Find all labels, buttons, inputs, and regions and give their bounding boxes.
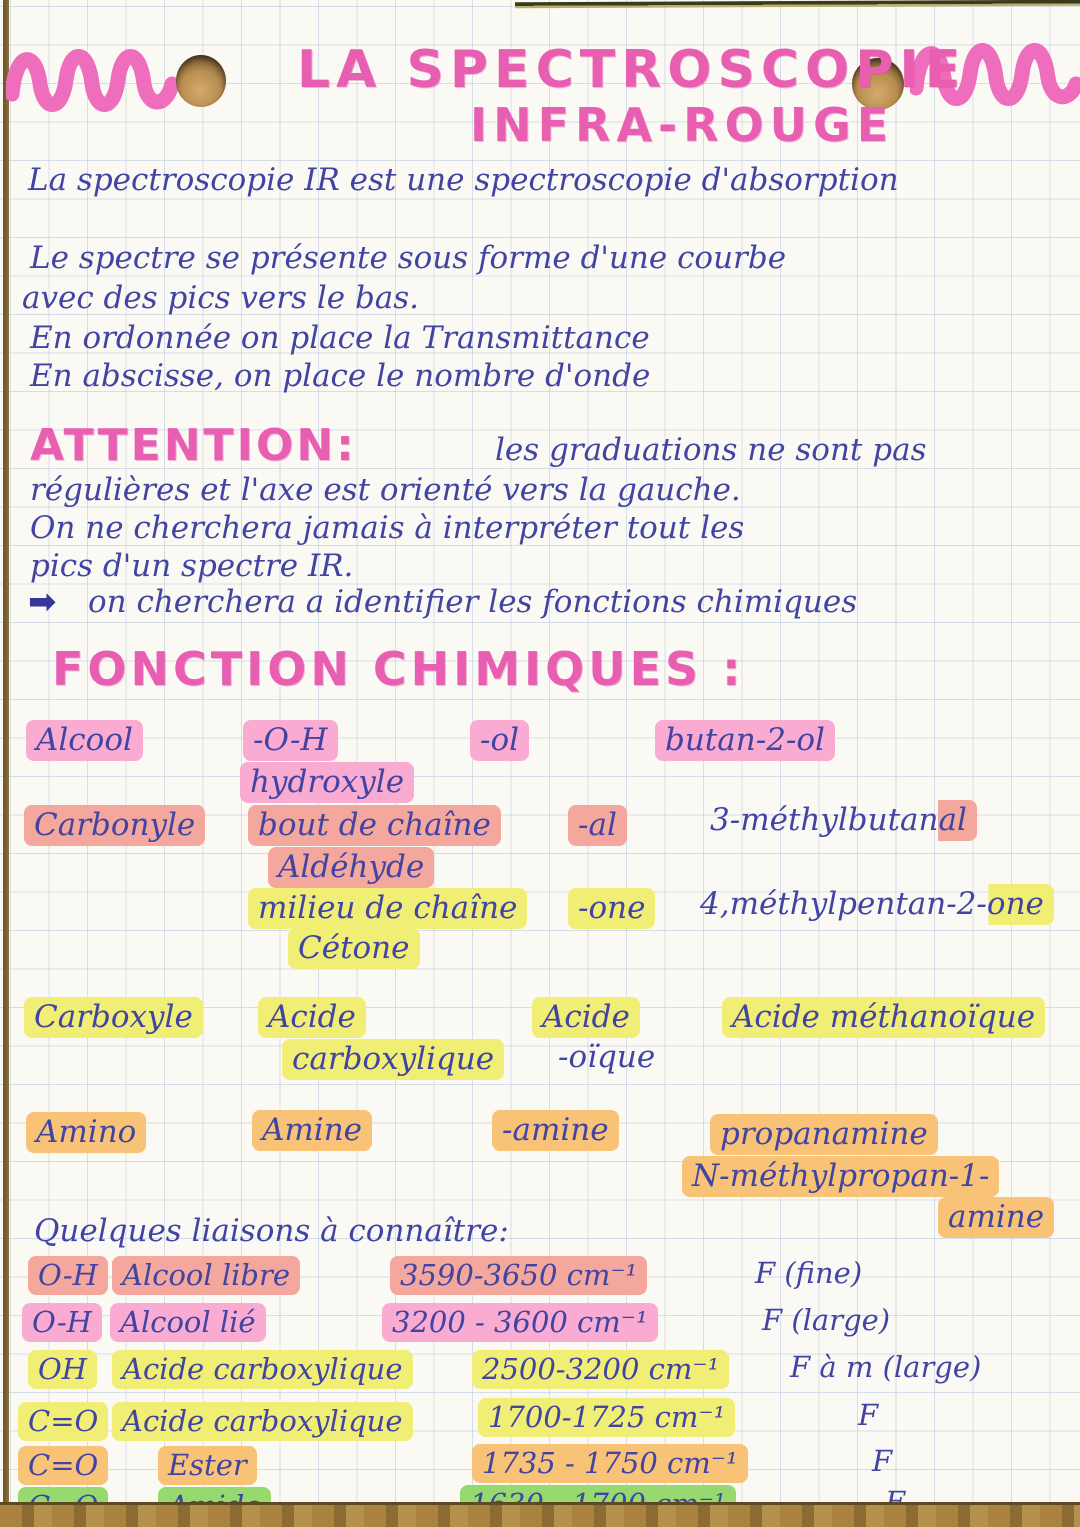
attention-line-3: On ne cherchera jamais à interpréter tout les — [30, 510, 745, 546]
bond-name: Acide carboxylique — [112, 1402, 413, 1441]
bond-formula: O-H — [22, 1303, 102, 1342]
intro-line-1: La spectroscopie IR est une spectroscopie d'absorption — [28, 162, 899, 198]
bonds-heading: Quelques liaisons à connaître: — [34, 1213, 509, 1249]
bond-name: Alcool lié — [110, 1303, 266, 1342]
function-amino-example-3: amine — [938, 1197, 1054, 1238]
function-carbonyle-aldehyde-type: Aldéhyde — [268, 847, 434, 888]
attention-label: ATTENTION: — [30, 420, 357, 471]
function-alcool-name: Alcool — [26, 720, 143, 761]
function-carboxyle-example: Acide méthanoïque — [722, 997, 1045, 1038]
bond-range: 2500-3200 cm⁻¹ — [472, 1350, 729, 1389]
bond-formula: C=O — [18, 1402, 108, 1441]
function-amino-example-1: propanamine — [710, 1114, 938, 1155]
bond-name: Alcool libre — [112, 1256, 300, 1295]
attention-line-1: les graduations ne sont pas — [495, 432, 927, 468]
bond-intensity: F (large) — [762, 1303, 891, 1337]
bond-range: 1700-1725 cm⁻¹ — [478, 1398, 735, 1437]
attention-line-4: pics d'un spectre IR. — [30, 548, 354, 584]
bond-name: Ester — [158, 1446, 257, 1485]
function-carbonyle-cetone-example: 4,méthylpentan-2-one — [690, 884, 1054, 925]
bond-intensity: F (fine) — [755, 1256, 863, 1290]
bond-intensity: F — [872, 1444, 893, 1478]
function-carboxyle-suffix1: Acide — [532, 997, 640, 1038]
page-top-edge — [515, 0, 1080, 8]
bond-intensity: F à m (large) — [790, 1350, 982, 1384]
bond-formula: C=O — [18, 1446, 108, 1485]
intro-line-3: avec des pics vers le bas. — [22, 280, 420, 316]
function-alcool-example: butan-2-ol — [655, 720, 835, 761]
page-title: LA SPECTROSCOPIE — [297, 40, 967, 100]
bond-range: 3590-3650 cm⁻¹ — [390, 1256, 647, 1295]
function-alcool-group: -O-H — [243, 720, 338, 761]
function-carbonyle-aldehyde-position: bout de chaîne — [248, 805, 501, 846]
arrow-icon: ➡ — [28, 582, 57, 622]
table-edge — [0, 1502, 1080, 1527]
attention-line-2: régulières et l'axe est orienté vers la gauche. — [30, 472, 741, 508]
bond-formula: O-H — [28, 1256, 108, 1295]
functions-heading: FONCTION CHIMIQUES : — [52, 642, 745, 696]
page-left-edge — [3, 0, 9, 1527]
function-amino-suffix: -amine — [492, 1110, 619, 1151]
function-carboxyle-group1: Acide — [258, 997, 366, 1038]
function-alcool-suffix: -ol — [470, 720, 529, 761]
function-carboxyle-name: Carboxyle — [24, 997, 203, 1038]
function-carboxyle-suffix2: -oïque — [558, 1039, 656, 1075]
attention-arrow-note: on cherchera a identifier les fonctions chimiques — [88, 584, 858, 620]
function-amino-example-2: N-méthylpropan-1- — [682, 1156, 999, 1197]
intro-line-5: En abscisse, on place le nombre d'onde — [30, 358, 651, 394]
function-carbonyle-aldehyde-example: 3-méthylbutanal — [700, 800, 977, 841]
function-carbonyle-cetone-position: milieu de chaîne — [248, 888, 527, 929]
function-carbonyle-cetone-type: Cétone — [288, 928, 420, 969]
bond-range: 3200 - 3600 cm⁻¹ — [382, 1303, 658, 1342]
function-alcool-group-name: hydroxyle — [240, 762, 414, 803]
function-carbonyle-name: Carbonyle — [24, 805, 205, 846]
intro-line-4: En ordonnée on place la Transmittance — [30, 320, 650, 356]
bond-formula: OH — [28, 1350, 97, 1389]
function-amino-group: Amine — [252, 1110, 372, 1151]
bond-intensity: F — [858, 1398, 879, 1432]
bond-range: 1735 - 1750 cm⁻¹ — [472, 1444, 748, 1483]
hole-punch-left-icon — [176, 55, 226, 107]
bond-name: Acide carboxylique — [112, 1350, 413, 1389]
function-carbonyle-aldehyde-suffix: -al — [568, 805, 627, 846]
function-amino-name: Amino — [26, 1112, 146, 1153]
function-carboxyle-group2: carboxylique — [282, 1039, 504, 1080]
function-carbonyle-cetone-suffix: -one — [568, 888, 655, 929]
page-subtitle: INFRA-ROUGE — [470, 98, 895, 152]
intro-line-2: Le spectre se présente sous forme d'une courbe — [30, 240, 787, 276]
squiggle-left-icon — [6, 38, 178, 118]
